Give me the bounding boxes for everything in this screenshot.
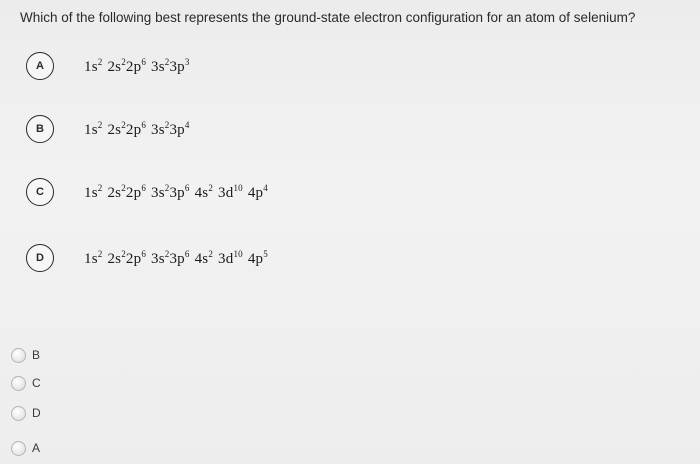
electron-count: 2 [121, 56, 126, 67]
orbital-term: $4s^2$ [194, 182, 214, 201]
orbital-term: $3p^6$ [169, 182, 190, 201]
electron-count: 5 [263, 248, 268, 259]
orbital-term: $2s^2$ [107, 248, 126, 267]
radio-circle-icon[interactable] [11, 406, 26, 421]
electron-count: 2 [97, 119, 103, 130]
answer-radio-label[interactable]: B [32, 348, 41, 362]
electron-count: 6 [141, 248, 147, 259]
orbital-term: $2s^2$ [107, 182, 126, 201]
electron-count: 2 [121, 182, 126, 193]
radio-circle-icon[interactable] [11, 348, 26, 363]
orbital-term: $1s^2$ [84, 248, 103, 267]
orbital-term: $2s^2$ [107, 56, 126, 75]
option-a [26, 52, 190, 80]
option-b [26, 115, 190, 143]
option-letter-badge: B [26, 115, 54, 143]
electron-count: 2 [164, 119, 170, 130]
electron-count: 2 [97, 56, 103, 67]
electron-count: 2 [164, 182, 170, 193]
option-letter-badge: D [26, 244, 54, 272]
electron-count: 2 [121, 119, 126, 130]
electron-count: 6 [184, 248, 190, 259]
orbital-term: $1s^2$ [84, 56, 103, 75]
orbital-term: $4s^2$ [194, 248, 214, 267]
answer-radio-label[interactable]: D [32, 406, 41, 420]
orbital-term: $4p^4$ [247, 182, 268, 201]
orbital-term: $2s^2$ [107, 119, 126, 138]
orbital-term: $3p^3$ [169, 56, 190, 75]
orbital-term: $2p^6$ [125, 56, 147, 75]
electron-count: 2 [208, 182, 214, 193]
electron-count: 2 [121, 248, 126, 259]
orbital-term: $2p^6$ [125, 119, 147, 138]
electron-count: 6 [141, 119, 147, 130]
option-letter-badge: C [26, 178, 54, 206]
answer-radio-label[interactable]: C [32, 376, 41, 390]
orbital-term: $3d^{10}$ [218, 248, 243, 267]
question-text: Which of the following best represents the ground-state electron configuration for an atom of selenium? [20, 10, 636, 25]
orbital-term: $1s^2$ [84, 182, 103, 201]
electron-count: 10 [233, 182, 243, 193]
option-d [26, 244, 268, 272]
answer-radio-label[interactable]: A [32, 441, 41, 455]
electron-count: 4 [263, 182, 268, 193]
electron-count: 2 [164, 248, 170, 259]
electron-configuration-formula [84, 120, 190, 139]
electron-count: 2 [97, 182, 103, 193]
option-letter-badge: A [26, 52, 54, 80]
answer-radio-a[interactable] [11, 440, 40, 456]
orbital-term: $3s^2$ [151, 119, 170, 138]
orbital-term: $2p^6$ [125, 182, 147, 201]
answer-radio-c[interactable] [11, 375, 41, 391]
electron-count: 3 [184, 56, 190, 67]
electron-count: 6 [141, 182, 147, 193]
radio-circle-icon[interactable] [11, 441, 26, 456]
electron-configuration-formula [84, 183, 268, 202]
orbital-term: $3d^{10}$ [218, 182, 243, 201]
option-c [26, 178, 268, 206]
orbital-term: $3s^2$ [151, 56, 170, 75]
radio-circle-icon[interactable] [11, 376, 26, 391]
orbital-term: $1s^2$ [84, 119, 103, 138]
electron-configuration-formula [84, 249, 268, 268]
orbital-term: $3p^6$ [169, 248, 190, 267]
orbital-term: $3s^2$ [151, 182, 170, 201]
electron-count: 10 [233, 248, 243, 259]
answer-radio-d[interactable] [11, 405, 41, 421]
electron-configuration-formula [84, 57, 190, 76]
electron-count: 2 [208, 248, 214, 259]
electron-count: 4 [184, 119, 190, 130]
orbital-term: $2p^6$ [125, 248, 147, 267]
electron-count: 6 [184, 182, 190, 193]
orbital-term: $4p^5$ [247, 248, 268, 267]
electron-count: 2 [97, 248, 103, 259]
orbital-term: $3s^2$ [151, 248, 170, 267]
electron-count: 6 [141, 56, 147, 67]
electron-count: 2 [164, 56, 170, 67]
answer-radio-b[interactable] [11, 347, 40, 363]
orbital-term: $3p^4$ [169, 119, 190, 138]
